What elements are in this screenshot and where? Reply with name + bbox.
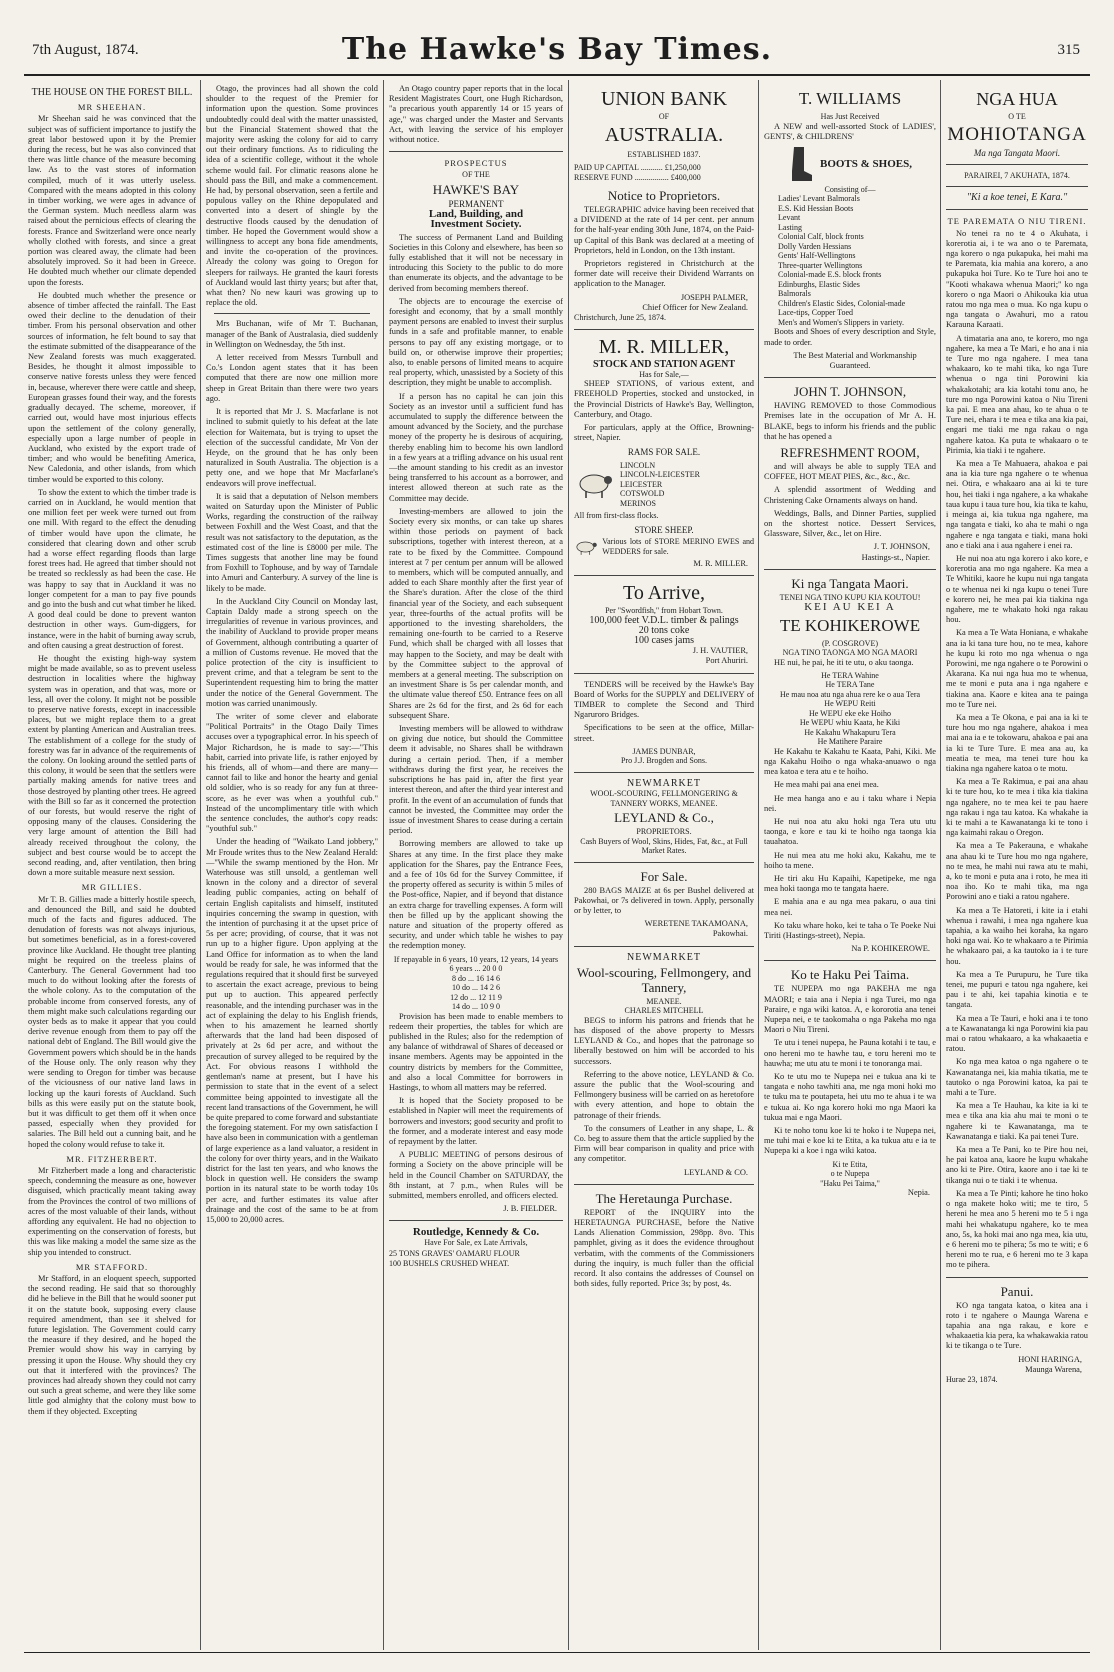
signature: J. H. VAUTIER, — [692, 646, 748, 656]
capital: PAID UP CAPITAL ........... £1,250,000 — [574, 163, 701, 172]
for-sale-heading: For Sale. — [640, 868, 688, 884]
prospectus-paragraph: The objects are to encourage the exercise of foresight and economy, that by a small monthly payment persons are enabled to invest their surplus funds in a safe and profitable manner, to enable persons to pay off any existing mortgage, or to build on, or otherwise improve their properties; also, to enable persons of limited means to acquire real property, which, unassisted by a Society of this description, they might be unable to accomplish. — [389, 296, 563, 388]
bank-of: OF — [658, 112, 670, 121]
ad-paragraph: He nui noa atu aku hoki nga Tera utu utu taonga, e kore e tau ki te hoiho nga taonga kia tauahatoa. — [764, 816, 936, 847]
page-header — [24, 32, 1090, 72]
signature: Hastings-st., Napier. — [861, 552, 930, 562]
maori-subheading: TENEI NGA TINO KUPU KIA KOUTOU! — [779, 592, 921, 602]
advertiser-alias: (P. COSGROVE) — [821, 638, 878, 648]
prospectus-paragraph: Provision has been made to enable members to redeem their properties, the tables for which are published in the Rules; also for the redemption of any balance of withdrawal of Shares of deceased or insane members. Agents may be appointed in the country districts by members for the Committee, and also a local Committee for borrowers in Hastings, to whom all matters may be referred. — [389, 1011, 563, 1092]
boots-item: Children's Elastic Sides, Colonial-made — [778, 298, 906, 308]
ad-line: He mau noa atu nga ahua rere ke o aua Tera — [779, 689, 921, 699]
notice-heading: Notice to Proprietors. — [607, 188, 721, 203]
column-5 — [764, 84, 936, 1648]
article-title: TE PAREMATA O NIU TIRENI. — [947, 216, 1087, 227]
ad-paragraph: A NEW and well-assorted Stock of LADIES', GENTS', & CHILDRENS' — [764, 121, 936, 141]
ad-paragraph: Ko taku whare hoko, kei te taha o Te Poeke Nui Tiriti (Hastings-street), Nepia. — [764, 920, 936, 941]
news-item: A letter received from Messrs Turnbull and Co.'s London agent states that it has been computed that there are now one million more sheep in Great Britain than there were two years ago. — [206, 353, 378, 403]
divider — [764, 377, 936, 378]
prospectus-of: OF THE — [462, 170, 490, 180]
store-block — [574, 535, 754, 559]
article-paragraph: Ka mea a Te Mahuaera, ahakoa e pai ana ia kia ture nga ngahere o te whenua nei. Otira, e whakaaro ana ai ki te ture hou, hei tiaki i nga ngahere, a ka whakahe taua kupu i taua ture hou, kia tika te kahu, i meinga ai, kia tukua nga ngahere, ma nga tangata e tiaki, ko aha te mahi o nga ngahere e nga tangata e tiaki, mana hoki ano e tiaki ana i aua ngahere i enei ra. — [946, 459, 1088, 550]
article-title: THE HOUSE ON THE FOREST BILL. — [31, 87, 193, 98]
prospectus-paragraph: If a person has no capital he can join this Society as an investor until a sufficient fund has accumulated to supply the difference between the amount advanced by the Society, and the purchase money of the property he is desirous of acquiring, thereby enabling him to become his own landlord in a few years at a trifling advance on his usual rent—the amount standing to his credit as an investor being transferred to his account as a borrower, and interest allowed thereon at such rate as the Committee may decide. — [389, 391, 563, 503]
advertiser-name: JOHN T. JOHNSON, — [793, 384, 907, 400]
article-paragraph: Otago, the provinces had all shown the cold shoulder to the request of the Premier for information upon the question. Some provinces undoubtedly could deal with the matter unassisted, but the Financial Statement showed that the majority were asking the colony for aid to carry out their ordinary functions. As to ridiculing the idea of a scientific college, without it the whole scheme would fail. For climatic reasons alone he should pass the Bill, and make a commencement. He had, by personal observation, seen a fertile and populous valley on the Rhine depopulated and converted into a desert of shingle by the destructive floods caused by the denudation of timber. He hoped the Government would show a willingness to accept any bona fide amendments, and invite the co-operation of the provinces. Already the colony was going to Oregon for sleepers for railways. He granted the kauri forests of Auckland would last thirty years; but after that, what then? No new kauri was growing up to replace the old. — [206, 84, 378, 308]
article-paragraph: Ka mea a Te Okona, e pai ana ia ki te ture hou mo nga ngahere, ahakoa i mea mai ana ia e te tokowaru, ahakoa e pai ana ia ki te Ture Ture. E mea ana au, ka meatia te mea, ma tenei ture hou ka tiakina nga ngahere katoa o te motu. — [946, 712, 1088, 773]
column-divider — [940, 80, 941, 1650]
signature: Nepia. — [907, 1188, 930, 1198]
arrive-item: 100,000 feet V.D.L. timber & palings — [589, 614, 739, 626]
ad-paragraph: Referring to the above notice, LEYLAND & Co. assure the public that the Wool-scouring and Fellmongery business will be carried on as heretofore with every attention, and hope to obtain the patronage of their friends. — [574, 1069, 754, 1120]
advertiser-title: STOCK AND STATION AGENT — [593, 358, 735, 370]
ad-paragraph: The Best Material and Workmanship Guaranteed. — [793, 350, 917, 371]
column-1 — [28, 84, 196, 1648]
signature: "Haku Pei Taima," — [820, 1178, 880, 1188]
signature: Pro J.J. Brogden and Sons. — [620, 756, 707, 766]
speaker-heading: MR STAFFORD. — [75, 1261, 149, 1272]
signature: M. R. MILLER. — [693, 558, 748, 568]
ad-paragraph: Te utu i tenei nupepa, he Pauna kotahi i te tau, e ono hereni mo te hawhe tau, e toru hereni mo te hauwha; me utu atu te moni i te tonoranga mai. — [764, 1038, 936, 1068]
article-paragraph: He nui noa atu nga korero i ako kore, e korerotia ana mo nga ngahere. Ka mea a Te Whitiki, kaore he kupu nui nga tangata o te whenua nei ki nga kupu o tenei Ture e korero nei, he mea pai kia tiakina nga ngahere, me te whakato hoki nga rakau hou. — [946, 553, 1088, 625]
boots-item: Levant — [778, 213, 801, 223]
divider — [574, 673, 754, 674]
signature: Maunga Warena, — [1025, 1364, 1082, 1374]
breed-list — [620, 461, 700, 509]
prospectus-paragraph: Borrowing members are allowed to take up Shares at any time. In the first place they make application for the Shares, pay the Entrance Fees, and a fee of 10s 6d for the Survey Committee, if the property offered as security is within 5 miles of the Post-office, Napier, and if beyond that distance an extra charge for travelling expenses. A form will then be filled up by the applicant showing the nature and situation of the property offered as security, and under which table he wishes to pay the redemption money. — [389, 839, 563, 951]
prospectus-paragraph: Investing-members are allowed to join the Society every six months, or can take up shares within those periods on payment of back subscriptions, together with interest thereon, at a rate to be fixed by the Committee. Compound interest at 7 per centum per annum will be allowed to members, which will be computed annually, and added to each Share monthly after the first year of the Share's duration. After the close of the third financial year of the Society, and each subsequent year, three-fourths of the actual profits will be apportioned to the investing shareholders, the remaining one-fourth to be carried to a Reserve Fund, which shall be charged with all losses that may happen to the Society, and may be dealt with by the Committee subject to the approval of members at a general meeting. The subscription on an investment Share is 5s per calendar month, and the ultimate value thereof £50. Entrance fees on all Shares are 2s 6d for the first, and 2s 6d for each subsequent Share. — [389, 506, 563, 720]
boots-item: Three-quarter Wellingtons — [778, 260, 863, 270]
breed: MERINOS — [620, 498, 657, 508]
prospectus-paragraph: The success of Permanent Land and Building Societies in this Colony and elsewhere, has been so fully established that it will not be necessary in introducing this Society to the public to do more than enumerate its objects, and the advantage to be derived from becoming members thereof. — [389, 232, 563, 293]
ad-line: He WEPU Reiti — [824, 699, 876, 709]
repayment-table-row: 8 do ... 16 14 6 — [452, 973, 500, 983]
store-text: Various lots of STORE MERINO EWES and WEDDERS for sale. — [602, 537, 754, 556]
divider — [946, 186, 1088, 187]
paper-title: NGA HUA — [976, 89, 1058, 109]
news-item: Mrs Buchanan, wife of Mr T. Buchanan, manager of the Bank of Australasia, died suddenly in Wellington on Wednesday, the 5th inst. — [206, 319, 378, 349]
tender-paragraph: Specifications to be seen at the office, Millar-street. — [574, 723, 754, 743]
signature: Chief Officer for New Zealand. — [642, 302, 748, 312]
divider — [574, 1184, 754, 1185]
repayment-table-row: 6 years ... 20 0 0 — [449, 964, 503, 974]
ad-paragraph: To the consumers of Leather in any shape, L. & Co. beg to assure them that the article supplied by the Firm will bear comparison in quality and price with any competitor. — [574, 1123, 754, 1164]
prospectus-heading: PROSPECTUS — [444, 158, 508, 169]
header-rule — [24, 74, 1090, 76]
society-name: Investment Society. — [430, 218, 522, 231]
column-divider — [200, 80, 201, 1650]
divider — [574, 946, 754, 947]
article-paragraph: Ka mea a Te Pakerauna, e whakahe ana ahau ki te Ture hou mo nga ngahere, no te mea, he mahi nui rawa atu te mahi, a, ko te moni e puta ana i roto, he mea iti noa iho. Ko te mahi tika, ma nga Porowini ano e tiaki a ratou ngahere. — [946, 841, 1088, 902]
ad-paragraph: Ki te noho tonu koe ki te hoko i te Nupepa nei, me tuhi mai e koe ki te Etita, a ka tukua atu e ia te Nupepa ki a koe i nga wiki katoa. — [764, 1126, 936, 1156]
repayment-table-row: 10 do ... 14 2 6 — [452, 983, 500, 993]
repayment-table-row: 14 do ... 10 9 0 — [452, 1002, 500, 1012]
prospectus-paragraph: It is hoped that the Society proposed to be established in Napier will meet the requirements of borrowers and investors; good security and profit to the former, and a moderate interest and easy mode of repayment by the latter. — [389, 1096, 563, 1146]
ram-icon — [574, 469, 614, 499]
boots-item: Balmorals — [778, 289, 811, 299]
repayment-table-row: 12 do ... 12 11 9 — [450, 992, 502, 1002]
ad-subtitle: Has for Sale,— — [639, 369, 689, 379]
advertiser-name: TE KOHIKEROWE — [779, 615, 921, 635]
heretaunga-heading: The Heretaunga Purchase. — [595, 1190, 733, 1206]
ad-paragraph: BEGS to inform his patrons and friends that he has disposed of the above property to Messrs LEYLAND & Co., and hopes that the patronage so liberally bestowed on him will be accorded to his successors. — [574, 1015, 754, 1066]
ad-paragraph: Boots and Shoes of every description and Style, made to order. — [764, 327, 936, 347]
advertiser-name: CHARLES MITCHELL — [624, 1006, 704, 1016]
signature-date: Hurae 23, 1874. — [946, 1374, 998, 1384]
works-heading: Wool-scouring, Fellmongery, and Tannery, — [576, 964, 752, 995]
ad-line: He Matihere Paraire — [817, 737, 883, 747]
article-paragraph: To show the extent to which the timber trade is carried on in Auckland, he would mention that one million feet per week were turned out from one mill. With regard to the effect the denuding of timber would have upon the climate, he considered that clearing down and other scrub had a worse effect regarding floods than large forest trees had. He agreed that timber should not be treated so recklessly as had been the case. He was happy to say that in Auckland it was no longer competent for a man to pay five pounds and go into the bush and cut what timber he liked. A good deal could be done to prevent wanton destruction in other ways. Gum-diggers, for instance, were in the habit of burning away scrub, and often causing a great destruction of forest. — [28, 487, 196, 650]
notice-paragraph: Proprietors registered in Christchurch at the former date will receive their Dividend Warrants on application to the Manager. — [574, 259, 754, 289]
article-paragraph: Ka mea a Te Pani, ko te Pire hou nei, he pai katoa ana, kaore he kupu whakahe ano ki te Pire. Otira, kaore ano i tae ki te tikanga nui o te tiaki i te whenua. — [946, 1145, 1088, 1185]
proprietors: PROPRIETORS. — [636, 827, 692, 836]
consisting: Consisting of— — [824, 184, 876, 194]
footer-rule — [24, 1652, 1090, 1653]
breed: LINCOLN-LEICESTER — [620, 470, 700, 480]
prospectus-paragraph: Investing members will be allowed to withdraw on giving due notice, but should the Committee deem it advisable, no Shares shall be withdrawn during a certain period. Then, if a member withdraws during the first year, he receives the subscriptions he has paid in, after the first year interest thereon, and after the third year interest and profit. In the event of an accumulation of funds that cannot be invested, the Committee may order the issue of investment Shares to cease during a certain period. — [389, 724, 563, 836]
speaker-heading: MR GILLIES. — [81, 882, 143, 893]
ad-paragraph: He Kakahu te Kakahu te Kaata, Pahi, Kiki. Me nga Kakahu Hoiho o nga whaka-anuawo o nga mea katoa e tera atu e te hoiho. — [764, 746, 936, 777]
ad-line: He TERA Wahine — [821, 670, 879, 680]
panui-paragraph: KO nga tangata katoa, o kitea ana i roto i te ngahere o Maunga Warena e tapahia ana nga rakau, e kore e whakaaetia kia pera, ka whakawakia ratou ki te tikanga o te Ture. — [946, 1300, 1088, 1351]
article-paragraph: Ka mea a Te Hauhau, ka kite ia ki te mea e tika ana kia ahu mai te moni o te ngahere ki te Kawanatanga, ma te Kawanatanga e tiaki. Ka pai tenei Ture. — [946, 1101, 1088, 1141]
article-paragraph: Ka mea a Te Hatoreti, i kite ia i etahi whenua i rawahi, i mea nga ngahere kua tapahia, a ka waiho hei koraha, ka ngaro hoki nga wai. Ko te whakaaro a te Pirimia he whakaaro pai, a ka tautoko ia i te ture hou. — [946, 905, 1088, 966]
breed: COTSWOLD — [620, 489, 665, 499]
boots-item: Dolly Varden Hessians — [778, 241, 852, 251]
place-date: Christchurch, June 25, 1874. — [574, 313, 666, 323]
ad-paragraph: SHEEP STATIONS, of various extent, and FREEHOLD Properties, stocked and unstocked, in the Provincial Districts of Hawke's Bay, Wellington, Canterbury, and Otago. — [574, 379, 754, 419]
cash-buyers: Cash Buyers of Wool, Skins, Hides, Fat, &c., at Full Market Rates. — [580, 836, 748, 855]
article-paragraph: Mr T. B. Gillies made a bitterly hostile speech, and denounced the Bill, and said he doubted much of the facts and figures adduced. The denudation of forests was not always injurious, but sometimes beneficial, as in a forest-covered province like Auckland. He thought tree planting might be required on the treeless plains of Canterbury. The General Government had too much to do without looking after the forests of the whole colony. As to the computation of the probable income from conserved forests, any of them might make such calculations regarding our oyster beds as to make it appear that you could derive revenue enough from them to pay off the national debt of England. The Bill would give the Government powers which should be in the hands of the House only. The only reason why they were sending to Oregon for timber was because of the viciousness of our native land laws in locking up the kauri forests of Auckland. Such bills as this were easily put on the statute book, but it was difficult to get them off it when once passed, especially when they provided for salaries. The Bill held out a cunning bait, and he hoped the colony would refuse to take it. — [28, 894, 196, 1149]
divider — [389, 1220, 563, 1221]
ad-line: He TERA Tane — [825, 680, 875, 690]
boots-heading: BOOTS & SHOES, — [819, 157, 912, 170]
divider — [764, 569, 936, 570]
signature: Ki te Etita, — [832, 1159, 868, 1169]
speaker-heading: MR. FITZHERBERT. — [66, 1153, 158, 1164]
haku-heading: Ko te Haku Pei Taima. — [790, 967, 910, 983]
article-paragraph: Ka mea a Te Tauri, e hoki ana i te tono a te Kawanatanga ki nga Porowini kia pau mai o ratou whakaaro, a ka whakaaetia e ratou. — [946, 1013, 1088, 1054]
boots-list — [764, 194, 936, 327]
divider — [946, 1277, 1088, 1278]
paper-title: MOHIOTANGA — [947, 123, 1087, 145]
arrive-item: 100 cases jams — [634, 634, 694, 646]
article-paragraph: No tenei ra no te 4 o Akuhata, i korerotia ai, i te wa ano o te Paremata, nga korero o nga pukapuka, hei mahi ma te Paremata, kia mahia ana korero, a ano pukapuka hoi Ture. Ko te Ture hoi ano te "Kooti whakawa whenua Maori;" ko nga korero o nga Maori o Ahikouka kia utua ratou mo nga mea o mua. Ko nga kupu o nga tangata o Awahuri, mo a ratou Karauna Karaati. — [946, 228, 1088, 330]
rams-heading: RAMS FOR SALE. — [627, 447, 701, 458]
column-divider — [758, 80, 759, 1650]
news-item: In the Auckland City Council on Monday last, Captain Daldy made a strong speech on the irregularities of revenue in various provinces, and the inability of Auckland to provide proper means of Government, although contributing a quarter of a million of Customs revenue. He moved that the police protection of the city is insufficient to prevent crime, and that a telegram be sent to the Superintendent requesting him to bring the matter under the notice of the General Government. The motion was carried unanimously. — [206, 596, 378, 708]
article-paragraph: He thought the existing high-way system might be made available, so as to prevent useless destruction in localities where the highway system was in operation, and that was, more or less, all over the colony. It might not be possible to preserve native forests, except in inaccessible places, but we might replace them to a great extent by planting American and Australian trees. The establishment of a college for the study of forestry was far in advance of the requirements of the colony. On looking around the settled parts of this colony, it would be seen that the settlers were partially making amends for native trees and those destroyed by planting other trees. He agreed with the Bill so far as it concerned the protection of our forests, but would reserve the right of opposing many of the clauses. Considering the very large amount of attention the Bill had already received throughout the colony, the subject and best course would be to accept the second reading, and, after ventilation, then bring down a more suitable measure next session. — [28, 653, 196, 878]
signature: LEYLAND & CO. — [684, 1167, 748, 1177]
divider — [574, 575, 754, 576]
divider — [764, 960, 936, 961]
signature: o te Nupepa — [830, 1169, 870, 1179]
newmarket-heading: NEWMARKET — [627, 951, 701, 963]
ad-paragraph: REPORT of the INQUIRY into the HERETAUNGA PURCHASE, before the Native Lands Alienation Commission, 298pp. 8vo. This pamphlet, giving as it does the evidence throughout verbatim, with the comments of the Commissioners during the inquiry, is much fuller than the official record. It also contains the addresses of Counsel on both sides, fully reported. Price 3s; by post, 4s. — [574, 1207, 754, 1289]
rams-block — [574, 461, 754, 509]
arrive-vessel: Per "Swordfish," from Hobart Town. — [605, 606, 723, 616]
society-name: HAWKE'S BAY — [432, 181, 520, 197]
article-paragraph: Ka mea a Te Rakimua, e pai ana ahau ki te ture hou, ko te mea i tika kia tiakina nga ngahere, no te mea kei te pau haere nga rakau i nga tau katoa. Ka whakahe ia ki te mahi a te Kawanatanga ki te tono i nga kaimahi rakau o Oregon. — [946, 777, 1088, 838]
store-heading: STORE SHEEP. — [634, 524, 694, 535]
signature: WERETENE TAKAMOANA, — [644, 919, 748, 929]
advertiser-name: T. WILLIAMS — [798, 89, 902, 108]
signature: Na P. KOHIKEROWE. — [851, 944, 930, 954]
signature: Pakowhai. — [712, 929, 748, 939]
maori-heading: Ki nga Tangata Maori. — [791, 575, 909, 591]
ad-subtitle: Has Just Received — [820, 112, 880, 121]
ad-paragraph: HAVING REMOVED to those Commodious Premises late in the occupation of Mr A. H. BLAKE, begs to inform his friends and the public that he has opened a — [764, 401, 936, 441]
news-item: Under the heading of "Waikato Land jobbery," Mr Froude writes thus to the New Zealand Herald:—"While the swamp mentioned by the Hon. Mr Waterhouse was still unsold, a gentleman well known in the colony and a director of several leading public companies, acting on behalf of certain English capitalists and himself, instituted inquiries concerning the swamp in question, with the intention of purchasing it at the upset price of 5s per acre; providing, of course, that it was not run up to a higher figure. Upon applying at the Land Office for information as to when the land would be ready for sale, he was informed that the regulations required that it should first be surveyed to ascertain the exact acreage, previous to being put up to auction. This appeared perfectly reasonable, and the intending purchaser was in the act of explaining the delay to his English friends, when to his amazement he learned shortly afterwards that the land had been disposed of privately at 2s 6d per acre, and without the precaution of survey alleged to be required by the Act. For obvious reasons I withhold the gentleman's name at present, but I have his permission to state that in the event of a select committee being appointed to investigate all the recent land transactions of the Government, he will be quite prepared to come forward and substantiate the foregoing statement. For my own satisfaction I have also been in communication with a gentleman of large experience as a land valuator, a resident in the colony for over thirty years, and in the Waikato district for the last ten years, and who knows the block in question well. He considers the swamp portion in its natural state to be worth today 10s per acre, and further estimates its value after drainage and the cost of the same to be at from 15,000 to 20,000 acres. — [206, 837, 378, 1224]
news-item: The writer of some clever and elaborate "Political Portraits" in the Otago Daily Times accuses over a typographical error. In his speech of Major Richardson, he is made to say:—"This habit, carried into private life, is rather enjoyed by his friends, all of whom—and there are many—cannot fail to like and honor the hearty and genial old soldier, who is so ready for any fun at three-score, as he ever was when a youthful cub." Instead of the uncomplimentary title with which the sentence concludes, the author's copy reads: "youthful sub." — [206, 711, 378, 834]
divider — [389, 151, 563, 152]
bank-name: UNION BANK — [600, 88, 728, 110]
paper-title-of: O TE — [1008, 112, 1026, 121]
article-paragraph: Ka mea a Te Pinti; kahore he tino hoko o nga makete hoko witi; me te tiro, 5 hereni he mea ano 5 hereni mo te 5 i nga mahi hei whakatupu ngahere, ko te mea ano, 5s, ka hoki mai ano nga mea, kia utu, e 6 hereni mo te pihera; 5s mo te witi; e 6 hereni mo te rua, e 6 hereni mo te 3 kapa mo te pihera. — [946, 1188, 1088, 1270]
article-paragraph: A timataria ana ano, te korero, mo nga ngahere, ka mea a Te Mari, e ho ana i nia te Ture mo nga ngahere. I mea tana whakaaro, ko te mahi tika, ko nga Ture whenua o nga tini Porowini kia whakakotahi; ara kia kotahi tonu ano, he ture mo nga Porowini katoa o Niu Tireni ka pai. E mea ana ahau, ko te ahua o te Ture nei, ehara i te mea e tika ana kia pai, engari me tiaki me nga rakau o nga ngahere katoa. Ka puta te whakaaro o te Pirimia, kia tiaki i te ngahere. — [946, 333, 1088, 455]
speaker-heading: MR SHEEHAN. — [77, 102, 147, 113]
article-paragraph: Ka mea a Te Purupuru, he Ture tika tenei, me pupuri e tatou nga ngahere, kei pau i te ahi, kei tapahia kinotia e te tangata. — [946, 969, 1088, 1010]
boots-item: Colonial-made E.S. block fronts — [778, 270, 882, 280]
sheep-icon — [574, 535, 598, 559]
repayment-table-title: If repayable in 6 years, 10 years, 12 years, 14 years — [393, 954, 559, 964]
signature: J. B. FIELDER. — [503, 1204, 557, 1214]
breed: LEICESTER — [620, 479, 663, 489]
ad-paragraph: Ko te utu mo te Nupepa nei e tukua ana ki te tangata e noho tawhiti ana, me nga moni hoki mo te tuku ma te poutapeta, hei utu mo te ahua i te wa e tukua ai. Ko nga korero hoki mo nga Maori ka tukua mai e nga Maori. — [764, 1072, 936, 1122]
page-number: 315 — [1057, 42, 1080, 58]
ad-paragraph: Weddings, Balls, and Dinner Parties, supplied on the shortest notice. Dessert Services, Glassware, Silver, &c., let on Hire. — [764, 508, 936, 539]
boots-item: E.S. Kid Hessian Boots — [778, 203, 854, 213]
maori-subheading: KEI AU KEI A — [804, 601, 896, 614]
ad-line: 25 TONS GRAVES' OAMARU FLOUR — [389, 1249, 520, 1259]
tender-paragraph: TENDERS will be received by the Hawke's Bay Board of Works for the SUPPLY and DELIVERY of TIMBER to complete the Second and Third Ngaruroro Bridges. — [574, 679, 754, 720]
ad-paragraph: E mahia ana e au nga mea pakaru, o aua tini mea nei. — [764, 897, 936, 917]
column-4 — [574, 84, 754, 1648]
ad-line: 100 BUSHELS CRUSHED WHEAT. — [389, 1258, 510, 1268]
divider — [946, 164, 1088, 165]
divider — [946, 209, 1088, 210]
ad-paragraph: and will always be able to supply TEA and COFFEE, HOT MEAT PIES, &c., &c., &c. — [764, 462, 936, 482]
article-paragraph: Mr Fitzherbert made a long and characteristic speech, condemning the measure as one, however disguised, which practically meant taking away from the Provinces the control of two millions of acres of the most valuable of their lands, without affording any equivalent. He had no objection to experimenting on the conservation of forests, but this was like making a model the same size as the ship you intended to construct. — [28, 1165, 196, 1257]
divider — [574, 862, 754, 863]
established: ESTABLISHED 1837. — [627, 149, 701, 159]
paper-date: PARAIREI, 7 AKUHATA, 1874. — [964, 170, 1070, 180]
boots-item: Edinburghs, Elastic Sides — [778, 279, 860, 289]
boots-item: Gents' Half-Wellingtons — [778, 251, 856, 261]
works-heading: WOOL-SCOURING, FELLMONGERING & TANNERY WORKS, MEANEE. — [590, 789, 738, 808]
ad-line: He WEPU eke eke Hoiho — [808, 708, 892, 718]
ad-line: He WEPU whiu Kaata, he Kiki — [799, 718, 901, 728]
signature: Port Ahuriri. — [705, 656, 748, 666]
society-name: PERMANENT — [448, 198, 504, 209]
signature: HONI HARINGA, — [1018, 1354, 1082, 1364]
article-paragraph: Ka mea a Te Wata Honiana, e whakahe ana ia ki tana ture hou, no te mea, kahore he kupu ki roto mo nga whenua o nga Porowini, me nga ngahere o te Porowini o Akarana. Ka nui nga hua mo te whenua, me te moni e puta ana i nga ngahere e tiakina ana. Kaore e kitea ana te painga mo te Ture nei. — [946, 628, 1088, 709]
ad-paragraph: TE NUPEPA mo nga PAKEHA me nga MAORI; e taia ana i Nepia i nga Turei, mo nga Paraire, e nga wiki katoa. A, e kororotia ana tenei Nupepa nei, e te taokomaha o nga Pakeha mo nga Maori o Niu Tireni. — [764, 984, 936, 1035]
ad-line: He Kakahu Whakapuru Tera — [804, 727, 896, 737]
article-paragraph: Ko nga mea katoa o nga ngahere o te Kawanatanga nei, kia mahia tikatia, me te tautoko o nga Porowini katoa, ka pai te mahi a te Ture. — [946, 1057, 1088, 1098]
arrive-heading: To Arrive, — [623, 582, 705, 605]
location: MEANEE. — [646, 996, 682, 1006]
news-item: It is reported that Mr J. S. Macfarlane is not inclined to submit quietly to his defeat at the late election for Waitemata, but is trying to upset the election of the successful candidate, Mr Von der Heyde, on the ground that he has only been naturalized in South Australia. The objection is a petty one, and we hope that Mr Macfarlane's endeavors will prove ineffectual. — [206, 407, 378, 488]
arrive-item: 20 tons coke — [638, 624, 690, 636]
news-item: It is said that a deputation of Nelson members waited on Saturday upon the Minister of Public Works, regarding the construction of the railway between Foxhill and the West Coast, and that the result was not satisfactory to the deputation, as the estimated cost of the line is £8000 per mile. The Times suggests that another line may be found from Foxhill to Tophouse, and by way of Tarndale into Amuri and Canterbury. A survey of the line is likely to be made. — [206, 491, 378, 593]
boots-item: Men's and Women's Slippers in variety. — [778, 317, 904, 327]
column-divider — [568, 80, 569, 1650]
bank-name: AUSTRALIA. — [604, 123, 724, 146]
maori-subheading: NGA TINO TAONGA MO NGA MAORI — [782, 648, 918, 658]
reserve-fund: RESERVE FUND ................. £400,000 — [574, 172, 701, 182]
boots-block — [764, 145, 936, 183]
ad-paragraph: A splendid assortment of Wedding and Christening Cake Ornaments always on hand. — [764, 485, 936, 505]
flocks-note: All from first-class flocks. — [574, 511, 659, 521]
signature: J. T. JOHNSON, — [873, 542, 930, 552]
refreshment-heading: REFRESHMENT ROOM, — [780, 445, 920, 461]
ad-paragraph: He mea mahi pai ana enei mea. — [774, 780, 879, 790]
motto: "Ki a koe tenei, E Kara." — [966, 192, 1068, 204]
ad-paragraph: For particulars, apply at the Office, Browning-street, Napier. — [574, 423, 754, 443]
article-paragraph: Mr Sheehan said he was convinced that the subject was of sufficient importance to justify the great labor bestowed upon it by the Premier during the recess, but he was also convinced that there was little chance of the measure becoming law. As to the vast stores of information compiled, much of it was utterly useless. Compared with the means adopted in this colony in timber working, we were ages in advance of the German system. Much needless alarm was raised about the pernicious effects of clearing the forests. France and Switzerland were once nearly wholly clothed with forests, and since a great portion was cleared away, the climate had been absolutely improved. So it had been in Greece. He doubted much whether our climate depended upon the forests. — [28, 114, 196, 287]
issue-date: 7th August, 1874. — [32, 42, 139, 58]
masthead: The Hawke's Bay Times. — [341, 32, 773, 67]
maize-ad: 280 BAGS MAIZE at 6s per Bushel delivered at Pakowhai, or 7s delivered in town. Apply, personally or by letter, to — [574, 885, 754, 915]
panui-heading: Panui. — [1000, 1283, 1034, 1299]
ad-paragraph: He mea hanga ano e au i taku whare i Nepia nei. — [764, 793, 936, 813]
boots-item: Ladies' Levant Balmorals — [778, 194, 860, 204]
column-6 — [946, 84, 1088, 1648]
ad-paragraph: He nui mea atu me hoki aku, Kakahu, me te hoiho ta mene. — [764, 850, 936, 870]
column-divider — [383, 80, 384, 1650]
article-paragraph: Mr Stafford, in an eloquent speech, supported the second reading. He said that so thoroughly did he believe in the Bill that he would sooner put it on the statute book, supposing every clause required amendment, than see it shelved for future legislation. The Government could carry the measure if they desired, and he hoped the Premier would show his way in carrying by pressing it upon the House. Why should they cry out that it interfered with the provinces? The provinces had already shown they could not carry out such a great scheme, and were they like some little god almighty that the colony must bow to them if they objected. Excepting — [28, 1273, 196, 1416]
signature: JOSEPH PALMER, — [680, 292, 748, 302]
advertiser-name: LEYLAND & Co., — [614, 810, 714, 825]
breed: LINCOLN — [620, 460, 656, 470]
boots-item: Lace-tips, Copper Toed — [778, 308, 854, 318]
boots-item: Lasting — [778, 222, 802, 232]
column-2 — [206, 84, 378, 1648]
divider — [574, 329, 754, 330]
news-item: An Otago country paper reports that in the local Resident Magistrates Court, one Hugh Richardson, "a precarious youth apparently 14 or 15 years of age," was charged under the Master and Servants Act, with leaving the service of his employer without notice. — [389, 84, 563, 145]
boots-item: Colonial Calf, block fronts — [778, 232, 864, 242]
ad-subtitle: Have For Sale, ex Late Arrivals, — [424, 1237, 528, 1247]
advertiser-name: M. R. MILLER, — [598, 335, 730, 358]
signature: JAMES DUNBAR, — [632, 746, 696, 756]
newmarket-heading: NEWMARKET — [627, 777, 701, 789]
article-paragraph: He doubted much whether the presence or absence of timber affected the rainfall. The East owed their decline to the denudation of their timber. From his personal observation and other sources of information, he felt bound to say that the estimate submitted of the disappearance of the New Zealand forests was much exaggerated. Besides, he thought it almost impossible to conserve native forests unless they were fenced in, because, wherever there were cattle and sheep, European grasses found their way, and the forests gradually decayed. The scheme, moreover, if carried out, would have most injurious effects upon the settlement of the colony generally, especially upon a large number of people in Auckland, who existed by the export trade of timber; and who would be benefiting America, New Caledonia, and other islands, from which timber would be exported to this colony. — [28, 290, 196, 484]
paper-subtitle: Ma nga Tangata Maori. — [973, 147, 1061, 158]
ad-paragraph: HE nui, he pai, he iti te utu, o aku taonga. — [774, 657, 914, 667]
advertiser-name: Routledge, Kennedy & Co. — [412, 1226, 540, 1239]
column-3 — [389, 84, 563, 1648]
divider — [214, 313, 370, 314]
divider — [574, 772, 754, 773]
boot-icon — [788, 145, 814, 183]
notice-paragraph: TELEGRAPHIC advice having been received that a DIVIDEND at the rate of 14 per cent. per annum for the half-year ending 30th June, 1874, on the Paid-up Capital of this Bank was declared at a meeting of Proprietors, held in London, on the 13th instant. — [574, 205, 754, 255]
ad-paragraph: He tiri aku Hu Kapaihi, Kapetipeke, me nga mea hoki taonga mo te tangata haere. — [764, 874, 936, 894]
society-name: Land, Building, and — [428, 208, 524, 221]
prospectus-paragraph: A PUBLIC MEETING of persons desirous of forming a Society on the above principle will be held in the Council Chamber on SATURDAY, the 8th instant, at 7 p.m., when Rules will be submitted, members enrolled, and officers elected. — [389, 1150, 563, 1200]
